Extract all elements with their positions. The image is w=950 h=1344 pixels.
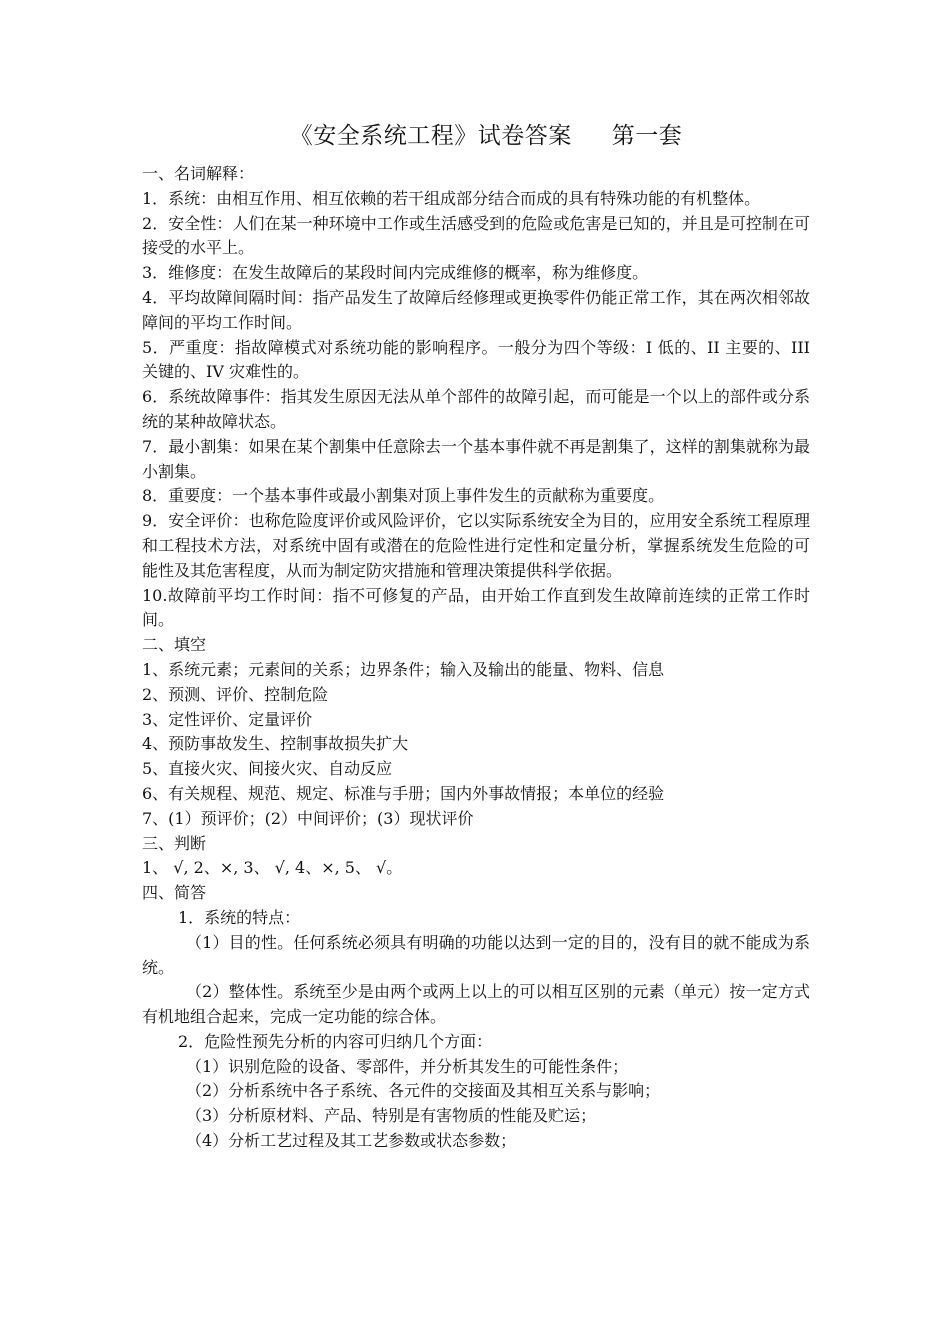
- paragraph-line: 2．安全性：人们在某一种环境中工作或生活感受到的危险或危害是已知的，并且是可控制在可接受的水平上。: [142, 213, 810, 258]
- paragraph-line: 5．严重度：指故障模式对系统功能的影响程序。一般分为四个等级：I 低的、II 主要的、III 关键的、IV 灾难性的。: [142, 337, 810, 382]
- paragraph-line: 7．最小割集：如果在某个割集中任意除去一个基本事件就不再是割集了，这样的割集就称为最小割集。: [142, 436, 810, 481]
- document-body: [142, 162, 810, 1154]
- paragraph-line: 9．安全评价：也称危险度评价或风险评价，它以实际系统安全为目的，应用安全系统工程原理和工程技术方法，对系统中固有或潜在的危险性进行定性和定量分析，掌握系统发生危险的可能性及其危害程度，从而为制定防灾措施和管理决策提供科学依据。: [142, 511, 810, 580]
- document-page: [142, 118, 810, 1154]
- paragraph-line: 2．危险性预先分析的内容可归纳几个方面：: [178, 1031, 493, 1051]
- title-main: 《安全系统工程》试卷答案: [289, 123, 572, 149]
- paragraph-line: 6、有关规程、规范、规定、标准与手册；国内外事故情报；本单位的经验: [142, 783, 665, 803]
- paragraph-line: （1）识别危险的设备、零部件，并分析其发生的可能性条件；: [186, 1056, 629, 1076]
- paragraph-line: 四、简答: [142, 883, 207, 903]
- paragraph-line: 5、直接火灾、间接火灾、自动反应: [142, 759, 393, 779]
- paragraph-line: 1、系统元素；元素间的关系；边界条件；输入及输出的能量、物料、信息: [142, 659, 665, 679]
- paragraph-line: 3、定性评价、定量评价: [142, 709, 313, 729]
- paragraph-line: 8．重要度：一个基本事件或最小割集对顶上事件发生的贡献称为重要度。: [142, 486, 665, 506]
- paragraph-line: 1．系统的特点：: [178, 907, 301, 927]
- paragraph-line: 2、预测、评价、控制危险: [142, 684, 329, 704]
- paragraph-line: （3）分析原材料、产品、特别是有害物质的性能及贮运；: [186, 1106, 597, 1126]
- document-title: [142, 118, 810, 154]
- paragraph-line: 4．平均故障间隔时间：指产品发生了故障后经修理或更换零件仍能正常工作，其在两次相邻故障间的平均工作时间。: [142, 287, 810, 332]
- paragraph-line: 3．维修度：在发生故障后的某段时间内完成维修的概率，称为维修度。: [142, 263, 649, 283]
- paragraph-line: （2）分析系统中各子系统、各元件的交接面及其相互关系与影响；: [186, 1081, 661, 1101]
- paragraph-line: （2）整体性。系统至少是由两个或两上以上的可以相互区别的元素（单元）按一定方式有机地组合起来，完成一定功能的综合体。: [142, 982, 810, 1027]
- title-suffix: 第一套: [611, 123, 683, 149]
- paragraph-line: 6．系统故障事件：指其发生原因无法从单个部件的故障引起，而可能是一个以上的部件或分系统的某种故障状态。: [142, 387, 810, 431]
- paragraph-line: 三、判断: [142, 833, 207, 853]
- paragraph-line: 10.故障前平均工作时间：指不可修复的产品，由开始工作直到发生故障前连续的正常工作时间。: [142, 585, 810, 630]
- paragraph-line: （4）分析工艺过程及其工艺参数或状态参数；: [186, 1131, 517, 1151]
- paragraph-line: 1．系统：由相互作用、相互依赖的若干组成部分结合而成的具有特殊功能的有机整体。: [142, 188, 761, 208]
- paragraph-line: 二、填空: [142, 635, 207, 655]
- paragraph-line: 7、(1）预评价；(2）中间评价；(3）现状评价: [142, 808, 474, 828]
- paragraph-line: 1、 √, 2、×, 3、 √, 4、×, 5、 √。: [142, 858, 403, 878]
- paragraph-line: 一、名词解释：: [142, 164, 255, 183]
- paragraph-line: （1）目的性。任何系统必须具有明确的功能以达到一定的目的，没有目的就不能成为系统。: [142, 932, 810, 977]
- paragraph-line: 4、预防事故发生、控制事故损失扩大: [142, 734, 409, 754]
